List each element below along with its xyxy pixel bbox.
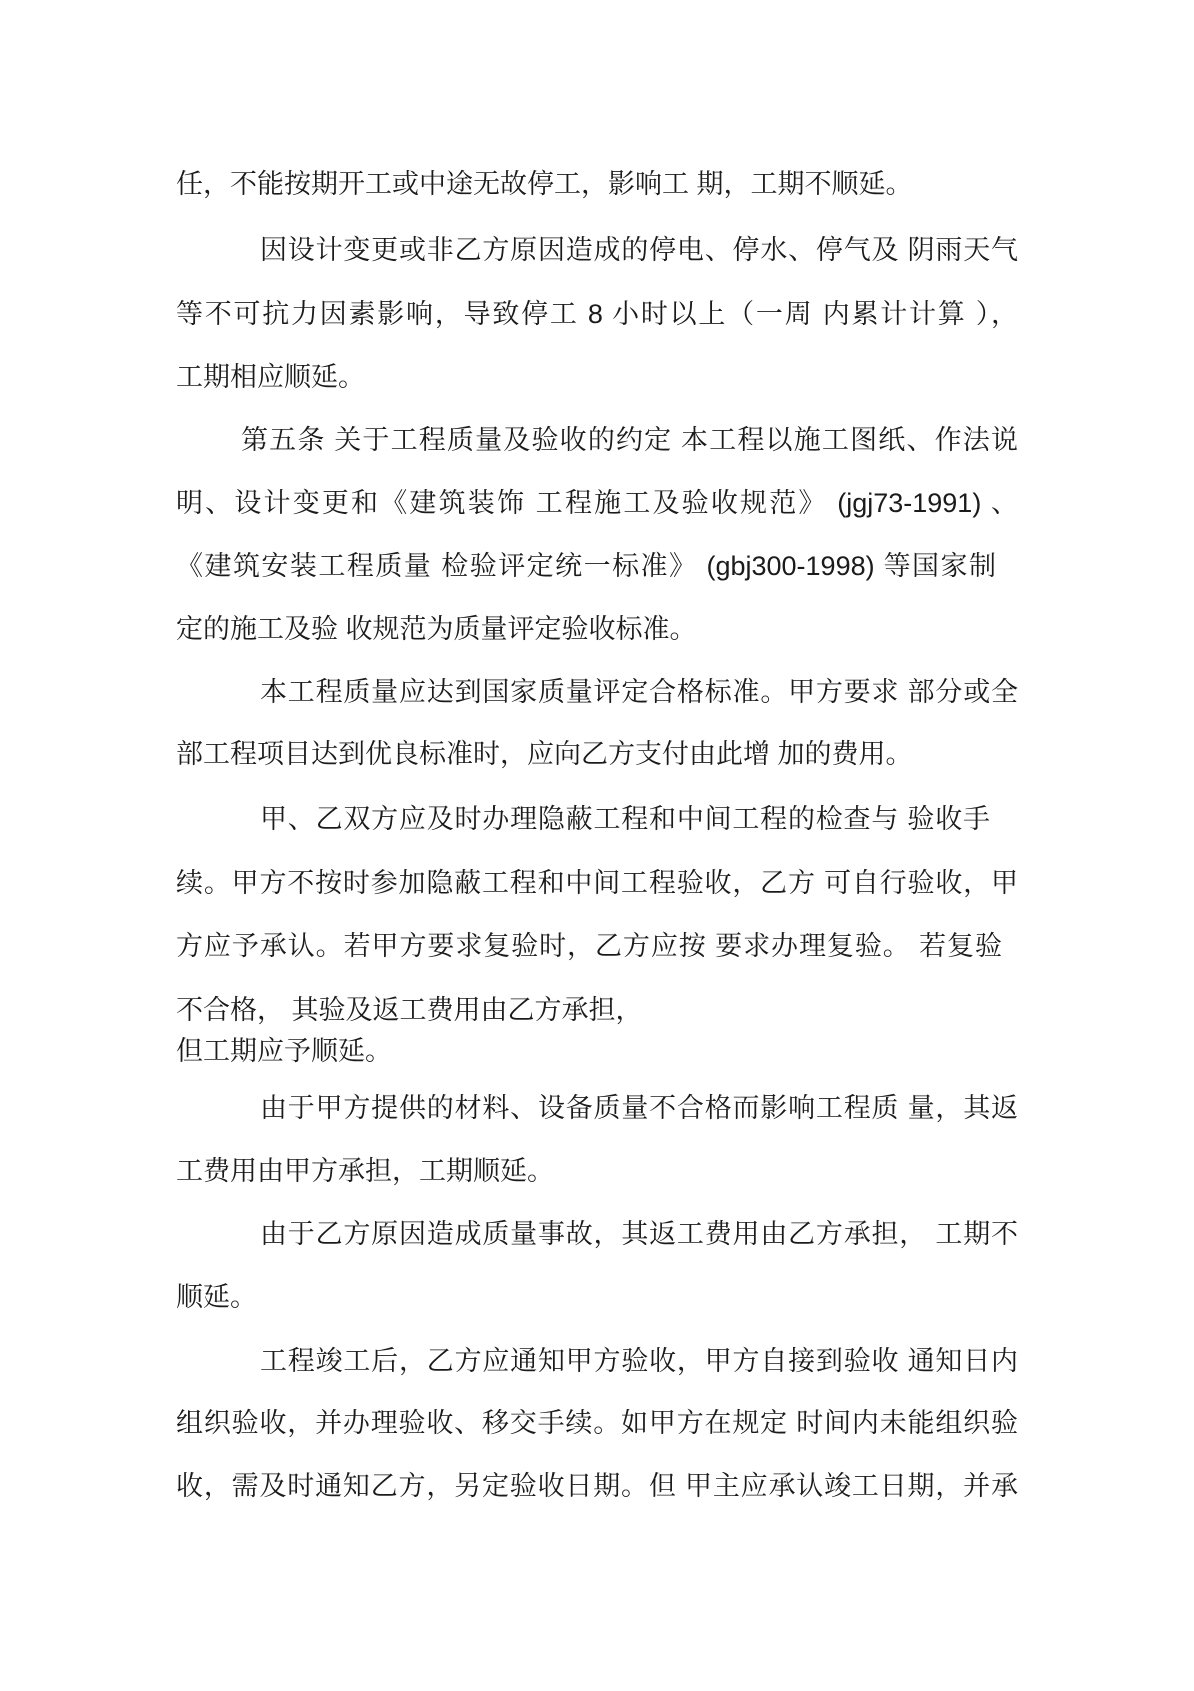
text-line: 方应予承认。若甲方要求复验时，乙方应按 要求办理复验。 若复验 xyxy=(176,931,1002,961)
text-line: 续。甲方不按时参加隐蔽工程和中间工程验收，乙方 可自行验收，甲 xyxy=(176,868,1018,898)
text-line: 但工期应予顺延。 xyxy=(176,1036,392,1066)
text-line: 由于甲方提供的材料、设备质量不合格而影响工程质 量，其返 xyxy=(260,1093,1018,1123)
text-line: 明、设计变更和《建筑装饰 工程施工及验收规范》 (jgj73-1991) 、 xyxy=(176,488,1018,518)
text-line: 工费用由甲方承担，工期顺延。 xyxy=(176,1156,554,1186)
text-line: 顺延。 xyxy=(176,1282,257,1312)
text-line: 本工程质量应达到国家质量评定合格标准。甲方要求 部分或全 xyxy=(260,677,1018,707)
text-line: 组织验收，并办理验收、移交手续。如甲方在规定 时间内未能组织验 xyxy=(176,1408,1018,1438)
section-heading-line: 第五条 关于工程质量及验收的约定 本工程以施工图纸、作法说 xyxy=(241,425,1018,455)
text-line: 不合格， 其验及返工费用由乙方承担， xyxy=(176,995,643,1025)
text-line: 工程竣工后，乙方应通知甲方验收，甲方自接到验收 通知日内 xyxy=(260,1346,1018,1376)
text-line: 甲、乙双方应及时办理隐蔽工程和中间工程的检查与 验收手 xyxy=(260,804,990,834)
text-line: 定的施工及验 收规范为质量评定验收标准。 xyxy=(176,614,697,644)
text-line: 等不可抗力因素影响，导致停工 8 小时以上（一周 内累计计算 ）， xyxy=(176,299,1018,329)
text-line: 由于乙方原因造成质量事故，其返工费用由乙方承担， 工期不 xyxy=(260,1219,1018,1249)
text-line: 因设计变更或非乙方原因造成的停电、停水、停气及 阴雨天气 xyxy=(260,235,1018,265)
text-line: 《建筑安装工程质量 检验评定统一标准》 (gbj300-1998) 等国家制 xyxy=(176,551,996,581)
text-line: 工期相应顺延。 xyxy=(176,362,365,392)
text-line: 部工程项目达到优良标准时，应向乙方支付由此增 加的费用。 xyxy=(176,739,913,769)
text-line: 收，需及时通知乙方，另定验收日期。但 甲主应承认竣工日期，并承 xyxy=(176,1471,1018,1501)
text-line: 任，不能按期开工或中途无故停工，影响工 期，工期不顺延。 xyxy=(176,169,913,199)
